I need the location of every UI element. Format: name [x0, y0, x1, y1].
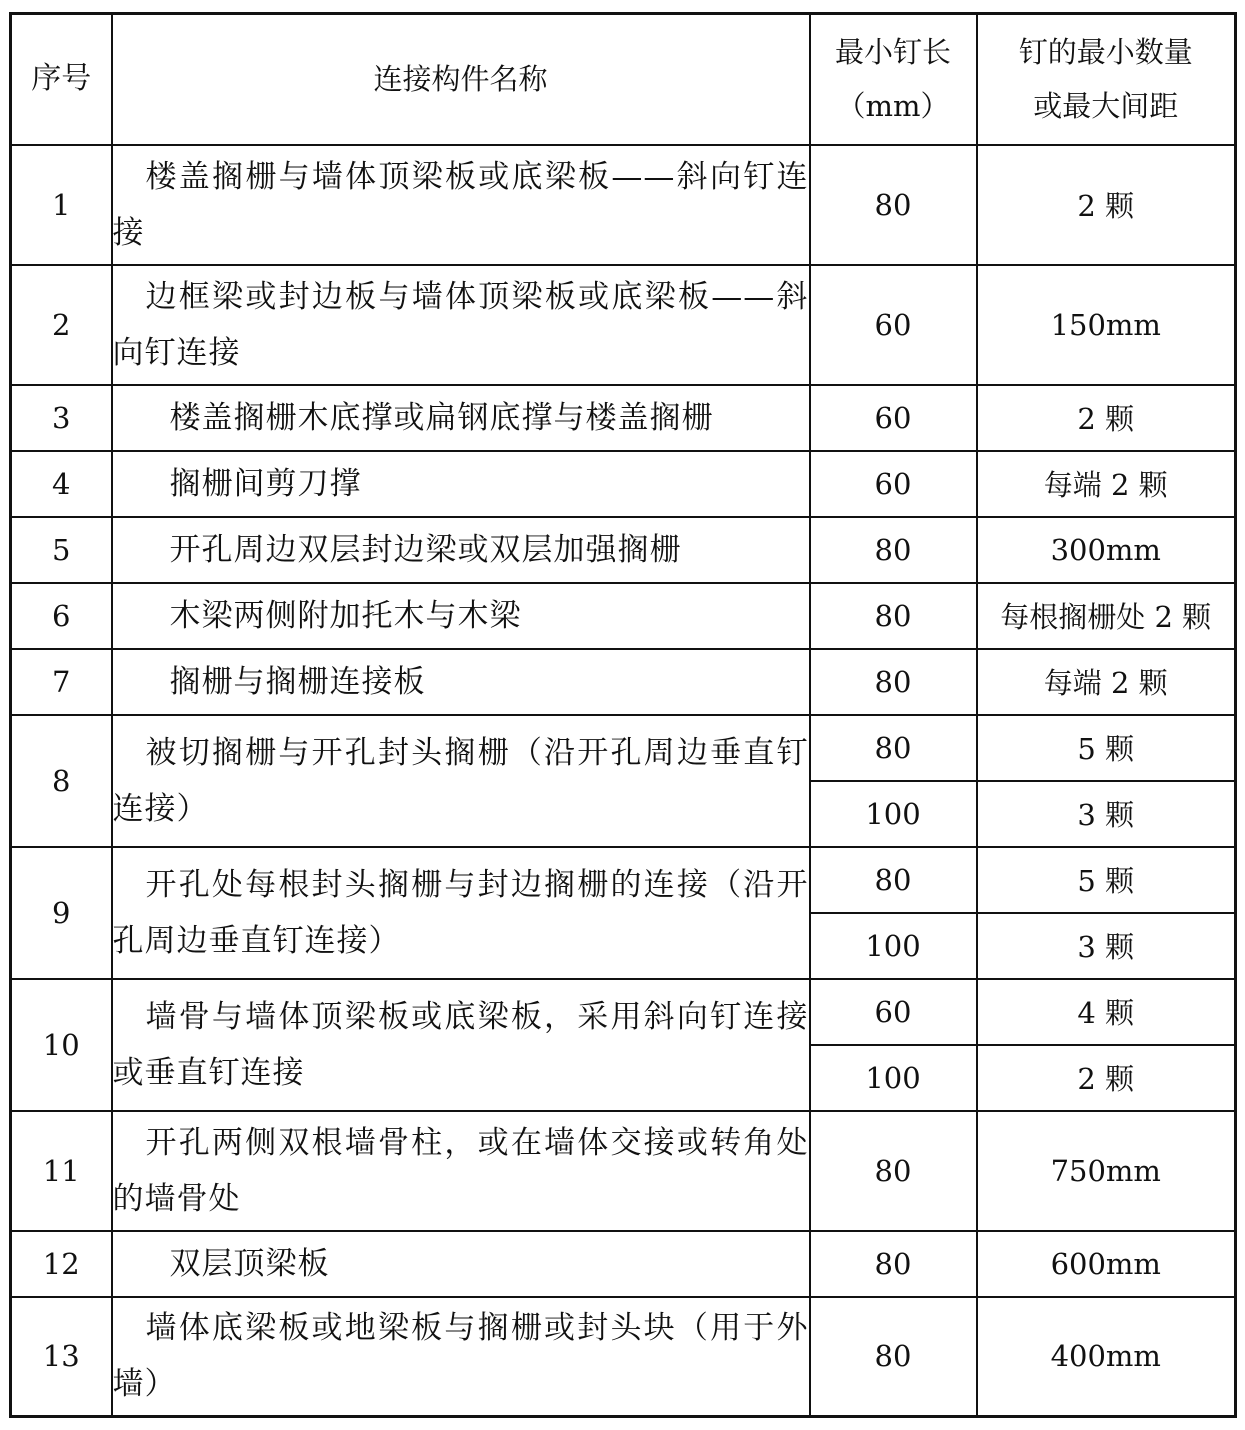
row-number: 8 [11, 715, 112, 847]
row-number: 13 [11, 1297, 112, 1417]
connection-name: 边框梁或封边板与墙体顶梁板或底梁板——斜向钉连接 [112, 265, 810, 385]
min-nail-length: 100 [810, 781, 977, 847]
nail-quantity: 150mm [977, 265, 1236, 385]
min-nail-length: 60 [810, 979, 977, 1045]
table-row [11, 451, 1236, 517]
min-nail-length: 80 [810, 1111, 977, 1231]
table-row [11, 649, 1236, 715]
nail-quantity: 每端 2 颗 [977, 649, 1236, 715]
min-nail-length: 80 [810, 517, 977, 583]
connection-name: 开孔周边双层封边梁或双层加强搁栅 [112, 517, 810, 583]
connection-name: 墙骨与墙体顶梁板或底梁板，采用斜向钉连接或垂直钉连接 [112, 979, 810, 1111]
table-row [11, 145, 1236, 265]
nail-quantity: 2 颗 [977, 1045, 1236, 1111]
header-qty-line1: 钉的最小数量 [1018, 35, 1193, 70]
nail-connection-table [9, 12, 1237, 1418]
row-number: 12 [11, 1231, 112, 1297]
row-number: 2 [11, 265, 112, 385]
nail-quantity: 750mm [977, 1111, 1236, 1231]
table-row [11, 385, 1236, 451]
nail-quantity: 5 颗 [977, 847, 1236, 913]
connection-name: 被切搁栅与开孔封头搁栅（沿开孔周边垂直钉连接） [112, 715, 810, 847]
table-row [11, 1297, 1236, 1417]
nail-quantity: 600mm [977, 1231, 1236, 1297]
min-nail-length: 100 [810, 1045, 977, 1111]
row-number: 3 [11, 385, 112, 451]
header-name: 连接构件名称 [112, 14, 810, 145]
row-number: 7 [11, 649, 112, 715]
header-length [810, 14, 977, 145]
table-row [11, 1111, 1236, 1231]
min-nail-length: 80 [810, 1297, 977, 1417]
table-row [11, 847, 1236, 913]
connection-name: 楼盖搁栅与墙体顶梁板或底梁板——斜向钉连接 [112, 145, 810, 265]
table-row [11, 715, 1236, 781]
header-length-line2: （mm） [836, 89, 950, 124]
row-number: 11 [11, 1111, 112, 1231]
nail-quantity: 300mm [977, 517, 1236, 583]
nail-quantity: 每根搁栅处 2 颗 [977, 583, 1236, 649]
min-nail-length: 80 [810, 649, 977, 715]
row-number: 10 [11, 979, 112, 1111]
row-number: 1 [11, 145, 112, 265]
min-nail-length: 80 [810, 847, 977, 913]
min-nail-length: 80 [810, 583, 977, 649]
header-length-line1: 最小钉长 [834, 35, 951, 70]
connection-name: 双层顶梁板 [112, 1231, 810, 1297]
nail-quantity: 3 颗 [977, 781, 1236, 847]
connection-name: 搁栅与搁栅连接板 [112, 649, 810, 715]
nail-quantity: 5 颗 [977, 715, 1236, 781]
connection-name: 楼盖搁栅木底撑或扁钢底撑与楼盖搁栅 [112, 385, 810, 451]
header-qty [977, 14, 1236, 145]
connection-name: 开孔处每根封头搁栅与封边搁栅的连接（沿开孔周边垂直钉连接） [112, 847, 810, 979]
header-row [11, 14, 1236, 145]
min-nail-length: 60 [810, 451, 977, 517]
row-number: 6 [11, 583, 112, 649]
table-row [11, 517, 1236, 583]
min-nail-length: 60 [810, 265, 977, 385]
min-nail-length: 80 [810, 715, 977, 781]
row-number: 5 [11, 517, 112, 583]
table-row [11, 1231, 1236, 1297]
nail-quantity: 每端 2 颗 [977, 451, 1236, 517]
connection-name: 木梁两侧附加托木与木梁 [112, 583, 810, 649]
connection-name: 墙体底梁板或地梁板与搁栅或封头块（用于外墙） [112, 1297, 810, 1417]
min-nail-length: 100 [810, 913, 977, 979]
table-row [11, 583, 1236, 649]
header-qty-line2: 或最大间距 [1033, 89, 1179, 124]
nail-quantity: 400mm [977, 1297, 1236, 1417]
min-nail-length: 80 [810, 145, 977, 265]
nail-quantity: 4 颗 [977, 979, 1236, 1045]
min-nail-length: 80 [810, 1231, 977, 1297]
min-nail-length: 60 [810, 385, 977, 451]
row-number: 9 [11, 847, 112, 979]
nail-quantity: 3 颗 [977, 913, 1236, 979]
nail-quantity: 2 颗 [977, 385, 1236, 451]
connection-name: 搁栅间剪刀撑 [112, 451, 810, 517]
table-row [11, 265, 1236, 385]
nail-quantity: 2 颗 [977, 145, 1236, 265]
row-number: 4 [11, 451, 112, 517]
connection-name: 开孔两侧双根墙骨柱，或在墙体交接或转角处的墙骨处 [112, 1111, 810, 1231]
table-row [11, 979, 1236, 1045]
header-no: 序号 [11, 14, 112, 145]
